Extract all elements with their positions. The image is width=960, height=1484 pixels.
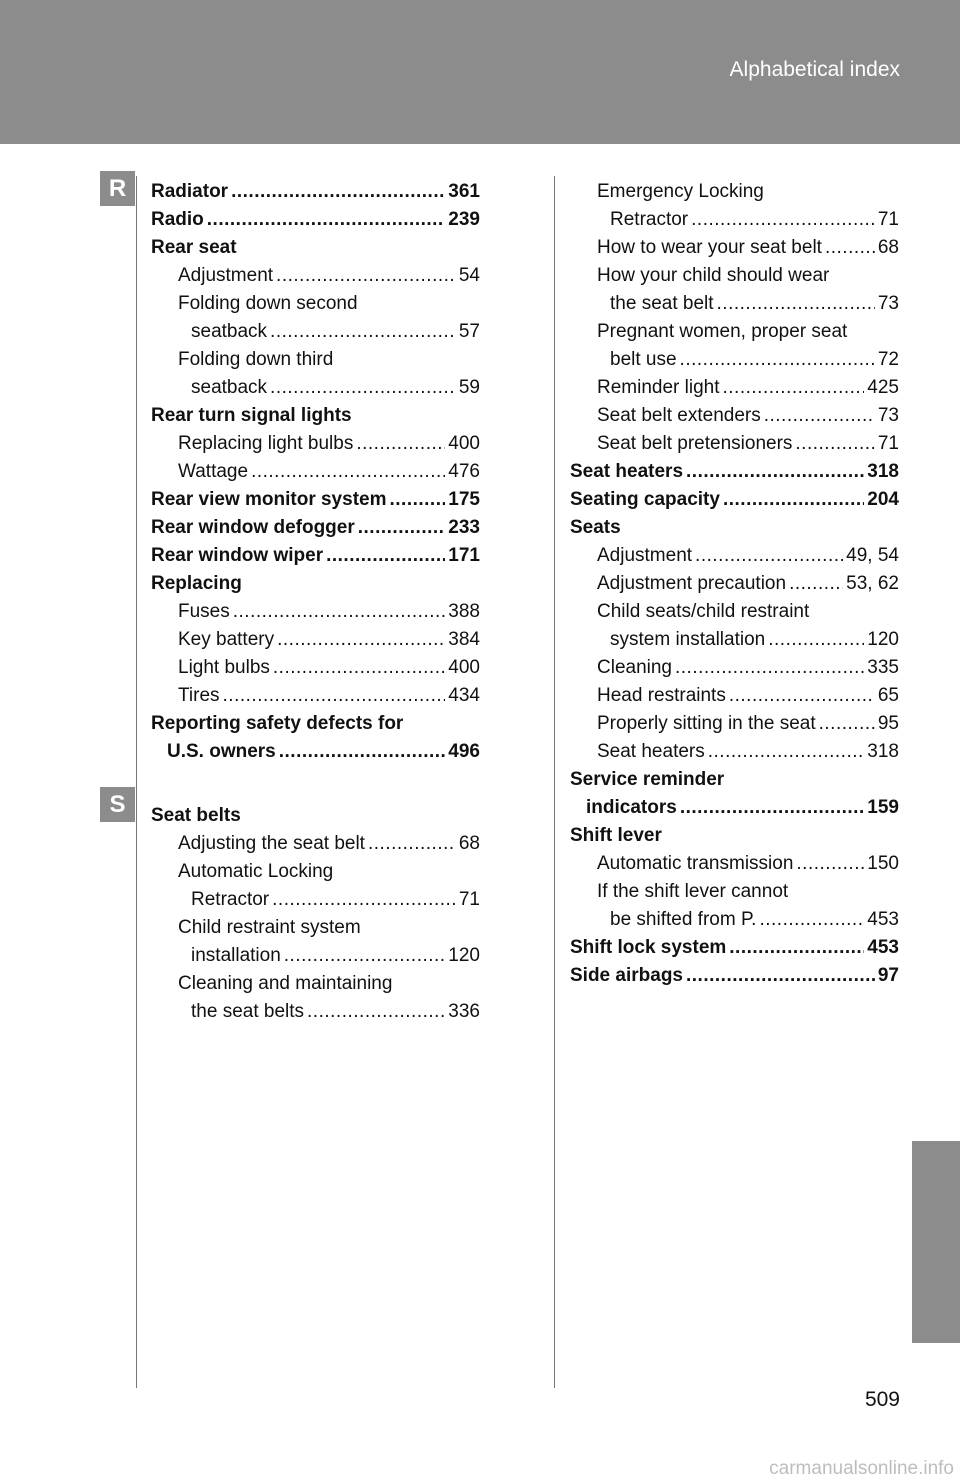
leader-dots (307, 998, 445, 1026)
index-entry-page: 204 (867, 489, 899, 510)
index-entry (570, 318, 899, 346)
index-entry-label: Seat belt extenders (597, 405, 761, 426)
index-entry-label: system installation (610, 629, 766, 650)
section-tab-r: R (100, 171, 135, 206)
index-entry (570, 290, 899, 318)
index-entry-label: Service reminder (570, 769, 725, 790)
index-entry-label: Head restraints (597, 685, 726, 706)
index-entry (570, 262, 899, 290)
index-entry-page: 318 (867, 461, 899, 482)
index-entry-label: Rear seat (151, 237, 237, 258)
index-entry (570, 850, 899, 878)
index-column-right (570, 178, 899, 990)
index-entry-page: 434 (448, 685, 480, 706)
index-entry-page: 54 (458, 265, 480, 286)
index-entry (151, 514, 480, 542)
index-entry-page: 49, 54 (846, 545, 899, 566)
index-entry (151, 802, 480, 830)
leader-dots (723, 486, 864, 514)
index-entry-label: Adjusting the seat belt (178, 833, 365, 854)
index-entry-page: 384 (448, 629, 480, 650)
index-entry (151, 626, 480, 654)
index-entry (151, 402, 480, 430)
index-entry (151, 970, 480, 998)
index-entry-page: 71 (458, 889, 480, 910)
leader-dots (796, 850, 864, 878)
index-entry-label: Adjustment (597, 545, 693, 566)
index-entry (151, 570, 480, 598)
index-entry (151, 710, 480, 738)
index-entry-label: Automatic transmission (597, 853, 794, 874)
index-entry-page: 361 (448, 181, 480, 202)
leader-dots (273, 654, 445, 682)
index-entry (570, 402, 899, 430)
index-entry-label: Pregnant women, proper seat (597, 321, 848, 342)
index-entry-page: 175 (448, 489, 480, 510)
index-entry-label: Side airbags (570, 965, 683, 986)
index-entry-label: Replacing (151, 573, 242, 594)
index-entry (151, 430, 480, 458)
leader-dots (270, 374, 456, 402)
index-entry (570, 794, 899, 822)
left-column-rule (136, 176, 137, 1388)
index-entry-page: 159 (867, 797, 899, 818)
index-entry (570, 346, 899, 374)
leader-dots (272, 886, 456, 914)
section-tab-s: S (100, 787, 135, 822)
index-entry (151, 830, 480, 858)
index-entry-label: Reminder light (597, 377, 720, 398)
index-entry (151, 542, 480, 570)
index-entry-page: 71 (877, 433, 899, 454)
index-entry (151, 486, 480, 514)
leader-dots (207, 206, 446, 234)
index-entry (570, 374, 899, 402)
index-entry-label: seatback (191, 321, 268, 342)
index-entry (570, 486, 899, 514)
index-entry-page: 120 (448, 945, 480, 966)
thumb-index-tab (912, 1141, 960, 1343)
index-entry-page: 97 (877, 965, 899, 986)
index-entry-page: 388 (448, 601, 480, 622)
index-entry (151, 374, 480, 402)
index-entry-page: 73 (877, 293, 899, 314)
index-entry (570, 934, 899, 962)
index-entry-label: Rear turn signal lights (151, 405, 352, 426)
leader-dots (326, 542, 445, 570)
index-entry-page: 95 (877, 713, 899, 734)
index-entry-page: 233 (448, 517, 480, 538)
index-entry-label: indicators (586, 797, 677, 818)
index-entry (151, 458, 480, 486)
index-entry-label: be shifted from P. (610, 909, 757, 930)
index-entry-label: Emergency Locking (597, 181, 764, 202)
index-entry (570, 878, 899, 906)
index-entry-page: 496 (448, 741, 480, 762)
index-entry-label: Properly sitting in the seat (597, 713, 816, 734)
index-entry-label: Seat belts (151, 805, 241, 826)
index-entry-page: 68 (458, 833, 480, 854)
index-entry-label: Rear view monitor system (151, 489, 387, 510)
index-entry-label: Rear window defogger (151, 517, 355, 538)
index-entry-page: 150 (867, 853, 899, 874)
index-entry-page: 171 (448, 545, 480, 566)
index-entry (570, 766, 899, 794)
index-entry-page: 59 (458, 377, 480, 398)
index-entry-page: 120 (867, 629, 899, 650)
index-entry-label: Folding down third (178, 349, 334, 370)
index-entry-label: Retractor (610, 209, 689, 230)
leader-dots (764, 402, 875, 430)
index-entry-label: Cleaning (597, 657, 672, 678)
middle-column-rule (554, 176, 555, 1388)
index-entry-label: Replacing light bulbs (178, 433, 354, 454)
leader-dots (277, 626, 445, 654)
index-entry (151, 178, 480, 206)
section-gap (151, 766, 480, 802)
index-entry-page: 453 (867, 909, 899, 930)
index-entry-page: 53, 62 (846, 573, 899, 594)
index-entry (151, 654, 480, 682)
leader-dots (358, 514, 446, 542)
leader-dots (723, 374, 865, 402)
index-entry (570, 206, 899, 234)
leader-dots (680, 794, 864, 822)
index-entry (570, 962, 899, 990)
index-entry (151, 598, 480, 626)
index-entry (570, 430, 899, 458)
index-entry (570, 906, 899, 934)
index-entry-page: 453 (867, 937, 899, 958)
index-entry (151, 318, 480, 346)
index-entry-label: Tires (178, 685, 220, 706)
index-column-left (151, 178, 480, 1026)
index-entry-label: Reporting safety defects for (151, 713, 404, 734)
leader-dots (768, 626, 864, 654)
index-entry-label: Seats (570, 517, 621, 538)
index-entry (151, 914, 480, 942)
index-entry-page: 239 (448, 209, 480, 230)
index-entry-page: 425 (867, 377, 899, 398)
index-entry-label: Adjustment precaution (597, 573, 787, 594)
leader-dots (389, 486, 445, 514)
index-entry (570, 822, 899, 850)
index-entry-page: 73 (877, 405, 899, 426)
index-entry-label: How your child should wear (597, 265, 830, 286)
index-entry-page: 400 (448, 433, 480, 454)
index-entry-label: How to wear your seat belt (597, 237, 822, 258)
index-entry-page: 71 (877, 209, 899, 230)
leader-dots (279, 738, 446, 766)
index-entry-label: Automatic Locking (178, 861, 334, 882)
leader-dots (231, 178, 445, 206)
index-entry-page: 57 (458, 321, 480, 342)
index-entry (570, 738, 899, 766)
leader-dots (789, 570, 843, 598)
index-entry (151, 738, 480, 766)
index-entry-label: installation (191, 945, 281, 966)
index-entry-label: Wattage (178, 461, 249, 482)
index-entry (151, 998, 480, 1026)
index-entry (151, 262, 480, 290)
index-entry-label: Shift lock system (570, 937, 727, 958)
page-header (0, 0, 960, 144)
index-entry (570, 542, 899, 570)
index-entry (151, 682, 480, 710)
index-entry-label: Seat heaters (570, 461, 684, 482)
index-entry-label: Shift lever (570, 825, 662, 846)
index-entry (570, 458, 899, 486)
leader-dots (276, 262, 456, 290)
index-entry-label: the seat belt (610, 293, 714, 314)
index-entry-label: Seating capacity (570, 489, 720, 510)
index-entry-label: Seat heaters (597, 741, 705, 762)
index-entry-label: Child seats/child restraint (597, 601, 810, 622)
index-entry-page: 400 (448, 657, 480, 678)
index-entry-label: Folding down second (178, 293, 358, 314)
index-entry (570, 178, 899, 206)
leader-dots (708, 738, 865, 766)
index-entry-label: Seat belt pretensioners (597, 433, 793, 454)
leader-dots (695, 542, 843, 570)
index-entry (151, 290, 480, 318)
index-entry-page: 318 (867, 741, 899, 762)
index-entry (570, 570, 899, 598)
index-entry (570, 626, 899, 654)
index-entry-label: Adjustment (178, 265, 274, 286)
index-entry (570, 514, 899, 542)
leader-dots (795, 430, 874, 458)
page-number: 509 (864, 1388, 900, 1411)
index-entry-label: U.S. owners (167, 741, 276, 762)
index-entry-label: Radio (151, 209, 204, 230)
index-entry-label: belt use (610, 349, 677, 370)
watermark: carmanualsonline.info (769, 1458, 954, 1479)
leader-dots (691, 206, 875, 234)
index-entry (570, 682, 899, 710)
index-entry-page: 65 (877, 685, 899, 706)
leader-dots (819, 710, 875, 738)
leader-dots (680, 346, 875, 374)
index-entry-label: Child restraint system (178, 917, 361, 938)
index-entry (151, 346, 480, 374)
index-entry-label: Cleaning and maintaining (178, 973, 393, 994)
index-entry-page: 476 (448, 461, 480, 482)
leader-dots (223, 682, 446, 710)
index-entry-page: 336 (448, 1001, 480, 1022)
leader-dots (356, 430, 445, 458)
index-entry-label: Fuses (178, 601, 230, 622)
index-entry-label: seatback (191, 377, 268, 398)
leader-dots (686, 962, 875, 990)
leader-dots (368, 830, 456, 858)
index-entry (151, 206, 480, 234)
index-entry (570, 654, 899, 682)
index-entry (570, 598, 899, 626)
index-entry-label: the seat belts (191, 1001, 305, 1022)
leader-dots (675, 654, 864, 682)
index-entry (570, 234, 899, 262)
leader-dots (284, 942, 446, 970)
leader-dots (717, 290, 875, 318)
leader-dots (251, 458, 445, 486)
leader-dots (729, 682, 875, 710)
index-entry (151, 942, 480, 970)
index-entry-label: If the shift lever cannot (597, 881, 789, 902)
index-entry-label: Key battery (178, 629, 275, 650)
index-entry-label: Radiator (151, 181, 229, 202)
index-entry (151, 886, 480, 914)
index-entry (151, 858, 480, 886)
index-entry-label: Retractor (191, 889, 270, 910)
section-title: Alphabetical index (729, 58, 900, 81)
index-entry-page: 335 (867, 657, 899, 678)
leader-dots (233, 598, 446, 626)
index-entry (570, 710, 899, 738)
leader-dots (759, 906, 864, 934)
leader-dots (825, 234, 875, 262)
index-entry-label: Rear window wiper (151, 545, 324, 566)
index-entry-label: Light bulbs (178, 657, 270, 678)
leader-dots (270, 318, 456, 346)
index-entry-page: 68 (877, 237, 899, 258)
index-entry-page: 72 (877, 349, 899, 370)
leader-dots (686, 458, 864, 486)
index-entry (151, 234, 480, 262)
leader-dots (729, 934, 864, 962)
